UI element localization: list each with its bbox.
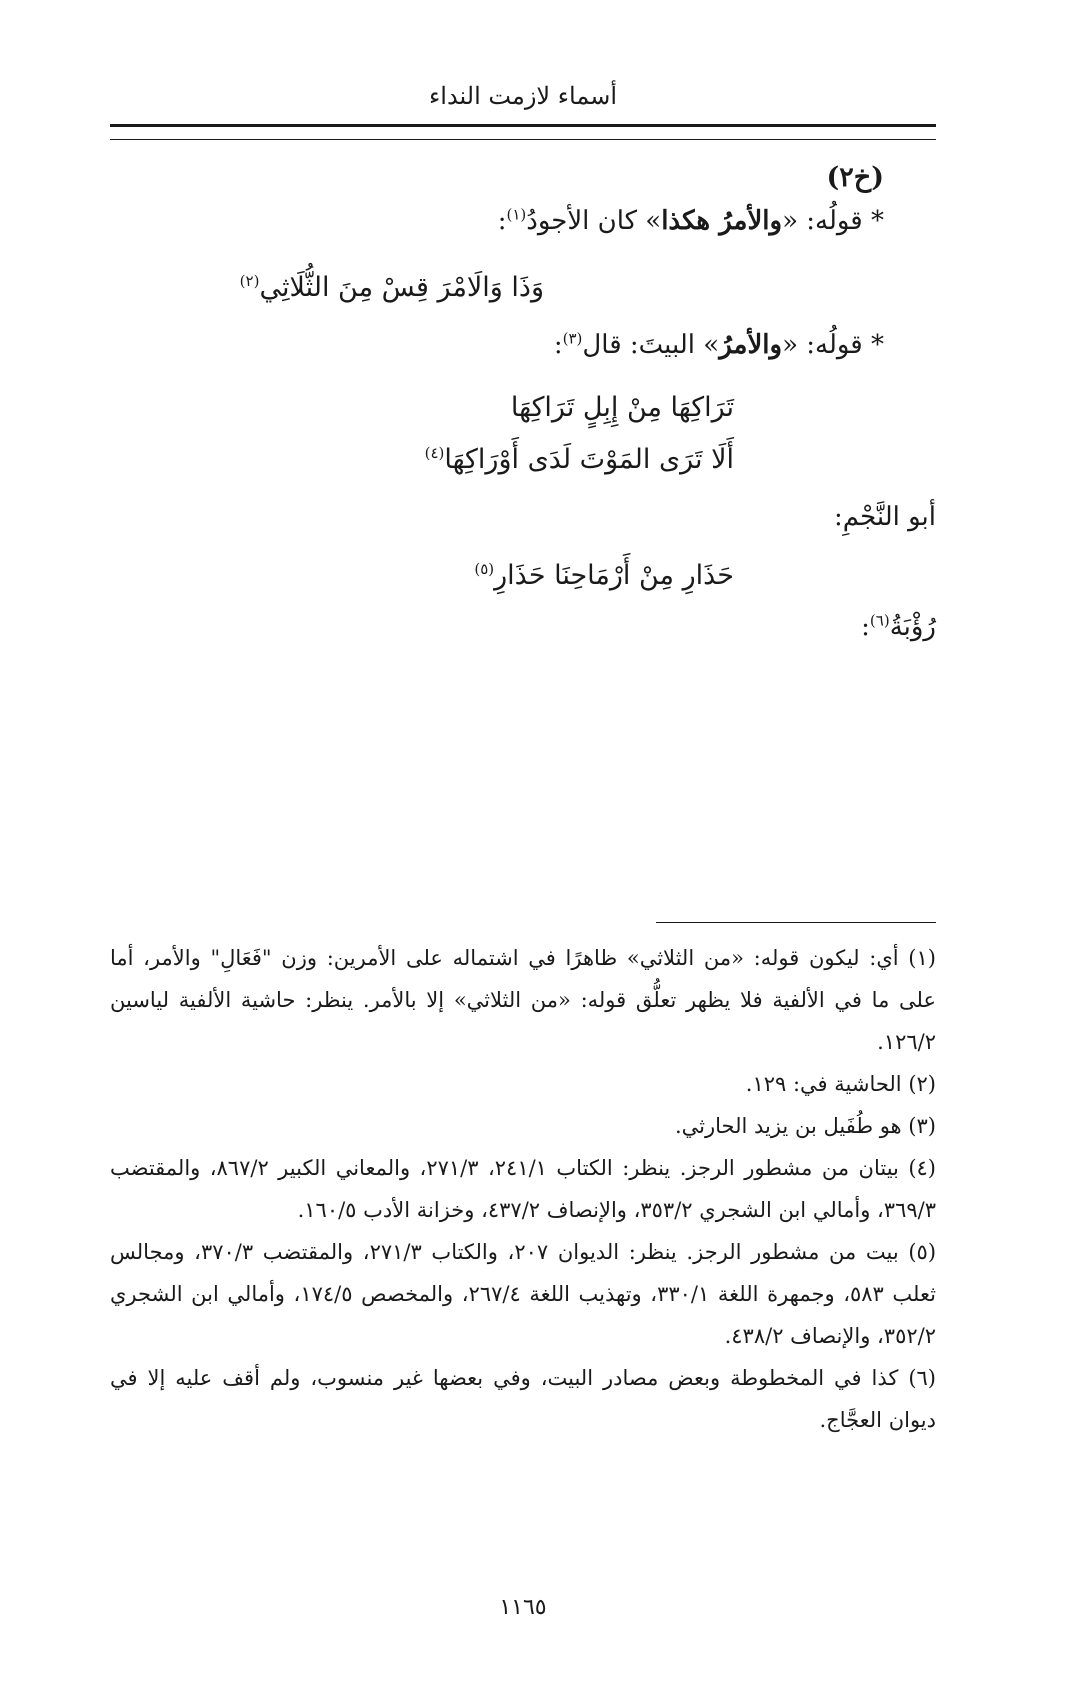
verse-2-line-2	[425, 444, 734, 475]
footnote-ref-3[interactable]: (٣)	[562, 329, 583, 348]
p4-text: رُؤْبَةُ	[889, 612, 936, 642]
footnote-ref-5[interactable]: (٥)	[474, 560, 495, 578]
paragraph-4	[861, 612, 936, 642]
p1-quote: والأمرُ هكذا	[661, 206, 783, 236]
verse-2-line-1	[511, 392, 734, 423]
footnote-1: (١) أي: ليكون قوله: «من الثلاثي» ظاهرًا في اشتماله على الأمرين: وزن "فَعَالِ" والأمر، أما على ما في الألفية فلا يظهر تعلُّق قوله: «من الثلاثي» إلا بالأمر. ينظر: حاشية الألفية لياسين ١٢٦/٢.	[110, 946, 936, 1054]
footnotes	[110, 937, 936, 1441]
footnote-2: (٢) الحاشية في: ١٢٩.	[745, 1072, 936, 1096]
paragraph-1	[498, 206, 884, 236]
footnote-ref-1[interactable]: (١)	[506, 205, 527, 224]
footnote-separator	[656, 922, 936, 923]
page	[110, 0, 936, 1698]
verse-1-text: وَذَا وَالَامْرَ قِسْ مِنَ الثُّلَاثِي	[259, 272, 544, 303]
footnote-5: (٥) بيت من مشطور الرجز. ينظر: الديوان ٢٠٧، والكتاب ٢٧١/٣، والمقتضب ٣٧٠/٣، ومجالس ثعلب ٥٨٣، وجمهرة اللغة ٣٣٠/١، وتهذيب اللغة ٢٦٧/٤، والمخصص ١٧٤/٥، وأمالي ابن الشجري ٣٥٢/٢، والإنصاف ٤٣٨/٢.	[110, 1240, 937, 1348]
p2-quote: والأمرُ	[719, 330, 783, 360]
p2-rest: » البيتَ: قال	[582, 330, 720, 360]
header-rule-thick	[110, 124, 936, 127]
p1-rest: » كان الأجودُ	[526, 206, 662, 236]
footnote-3: (٣) هو طُفَيل بن يزيد الحارثي.	[674, 1114, 936, 1138]
footnote-ref-6[interactable]: (٦)	[869, 611, 890, 630]
p4-end: :	[861, 612, 870, 642]
verse-2-line-1-text: تَرَاكِهَا مِنْ إِبِلٍ تَرَاكِهَا	[510, 392, 734, 423]
footnote-ref-2[interactable]: (٢)	[239, 272, 260, 290]
p1-end: :	[497, 206, 507, 236]
p2-end: :	[553, 330, 563, 360]
footnote-ref-4[interactable]: (٤)	[424, 444, 445, 462]
paragraph-3: أبو النَّجْمِ:	[834, 502, 936, 532]
header-rule-thin	[110, 139, 936, 140]
paragraph-2	[554, 330, 884, 360]
verse-3-text: حَذَارِ مِنْ أَرْمَاحِنَا حَذَارِ	[494, 560, 734, 591]
p2-prefix: * قولُه: «	[782, 330, 884, 360]
footnote-6: (٦) كذا في المخطوطة وبعض مصادر البيت، وفي بعضها غير منسوب، ولم أقف عليه إلا في ديوان العجَّاج.	[110, 1366, 936, 1432]
p1-prefix: * قولُه: «	[782, 206, 884, 236]
verse-3	[474, 560, 734, 591]
verse-1	[240, 272, 544, 303]
running-title: أسماء لازمت النداء	[429, 82, 617, 110]
footnote-4: (٤) بيتان من مشطور الرجز. ينظر: الكتاب ٢٤١/١، ٢٧١/٣، والمعاني الكبير ٨٦٧/٢، والمقتضب ٣٦٩/٣، وأمالي ابن الشجري ٣٥٣/٢، والإنصاف ٤٣٧/٢، وخزانة الأدب ١٦٠/٥.	[110, 1156, 936, 1222]
section-code: (خ٢)	[826, 162, 884, 193]
page-number: ١١٦٥	[499, 1595, 547, 1620]
verse-2-line-2-text: أَلَا تَرَى المَوْتَ لَدَى أَوْرَاكِهَا	[444, 444, 734, 475]
